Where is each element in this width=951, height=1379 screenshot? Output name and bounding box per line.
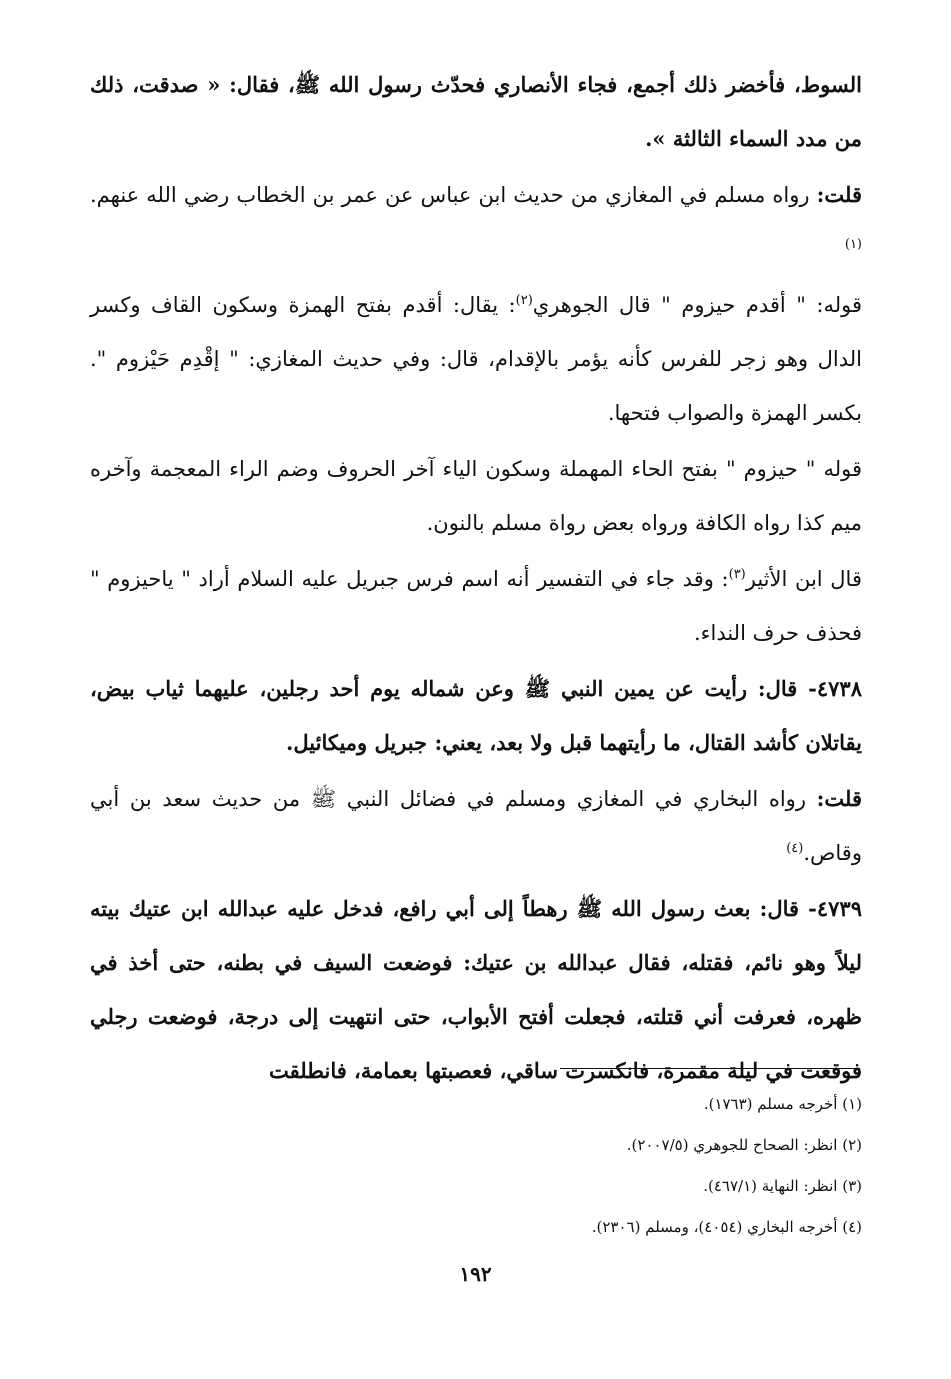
qultu-label: قلت: [816, 786, 862, 811]
footnotes [300, 1084, 862, 1248]
paragraph-aqdim-haizum [90, 278, 862, 440]
paragraph-text: السوط، فأخضر ذلك أجمع، فجاء الأنصاري فحدّث رسول الله ﷺ، فقال: « صدقت، ذلك من مدد السماء الثالثة ». [90, 72, 862, 151]
footnote-ref-1: (١) [844, 237, 862, 252]
footnote-ref-2: (٢) [515, 293, 533, 308]
paragraph-qultu-2 [90, 772, 862, 880]
paragraph-hadith-continuation [90, 58, 862, 166]
paragraph-text-after: : يقال: أقدم بفتح الهمزة وسكون القاف وكسر الدال وهو زجر للفرس كأنه يؤمر بالإقدام، قال: وفي حديث المغازي: " إقْدِم حَيْزوم ". بكسر الهمزة والصواب فتحها. [90, 293, 862, 425]
paragraph-text: ٤٧٣٨- قال: رأيت عن يمين النبي ﷺ وعن شماله يوم أحد رجلين، عليهما ثياب بيض، يقاتلان كأشد القتال، ما رأيتهما قبل ولا بعد، يعني: جبريل وميكائيل. [90, 676, 862, 755]
page-number: ١٩٢ [459, 1262, 492, 1286]
footnote-2: (٢) انظر: الصحاح للجوهري (٢٠٠٧/٥). [626, 1136, 862, 1154]
footnote-3: (٣) انظر: النهاية (٤٦٧/١). [703, 1177, 862, 1195]
footnote-1: (١) أخرجه مسلم (١٧٦٣). [703, 1095, 862, 1113]
footnote-divider [560, 1068, 860, 1069]
main-text [90, 58, 862, 1098]
paragraph-ibn-athir [90, 552, 862, 660]
paragraph-haizum-spelling [90, 442, 862, 550]
footnote-ref-3: (٣) [728, 567, 746, 582]
paragraph-text-before: قوله: " أقدم حيزوم " قال الجوهري [532, 293, 862, 317]
footnote-ref-4: (٤) [786, 841, 804, 856]
paragraph-qultu-1 [90, 168, 862, 276]
paragraph-text: قوله " حيزوم " بفتح الحاء المهملة وسكون الياء آخر الحروف وضم الراء المعجمة وآخره ميم كذا رواه الكافة ورواه بعض رواة مسلم بالنون. [90, 457, 862, 535]
paragraph-text: رواه مسلم في المغازي من حديث ابن عباس عن عمر بن الخطاب رضي الله عنهم. [90, 183, 817, 207]
footnote-4: (٤) أخرجه البخاري (٤٠٥٤)، ومسلم (٢٣٠٦). [591, 1218, 862, 1236]
paragraph-hadith-4739 [90, 882, 862, 1098]
paragraph-text: ٤٧٣٩- قال: بعث رسول الله ﷺ رهطاً إلى أبي رافع، فدخل عليه عبدالله ابن عتيك بيته ليلاً وهو نائم، فقتله، فقال عبدالله بن عتيك: فوضعت السيف في بطنه، حتى أخذ في ظهره، فعرفت أني قتلته، فجعلت أفتح الأبواب، حتى انتهيت إلى درجة، فوضعت رجلي فوقعت في ليلة مقمرة، فانكسرت ساقي، فعصبتها بعمامة، فانطلقت [90, 896, 862, 1083]
paragraph-text-after: : وقد جاء في التفسير أنه اسم فرس جبريل عليه السلام أراد " ياحيزوم " فحذف حرف النداء. [90, 567, 862, 645]
paragraph-text-before: قال ابن الأثير [745, 567, 862, 591]
paragraph-text: رواه البخاري في المغازي ومسلم في فضائل النبي ﷺ من حديث سعد بن أبي وقاص. [90, 787, 862, 865]
qultu-label: قلت: [816, 182, 862, 207]
paragraph-hadith-4738 [90, 662, 862, 770]
